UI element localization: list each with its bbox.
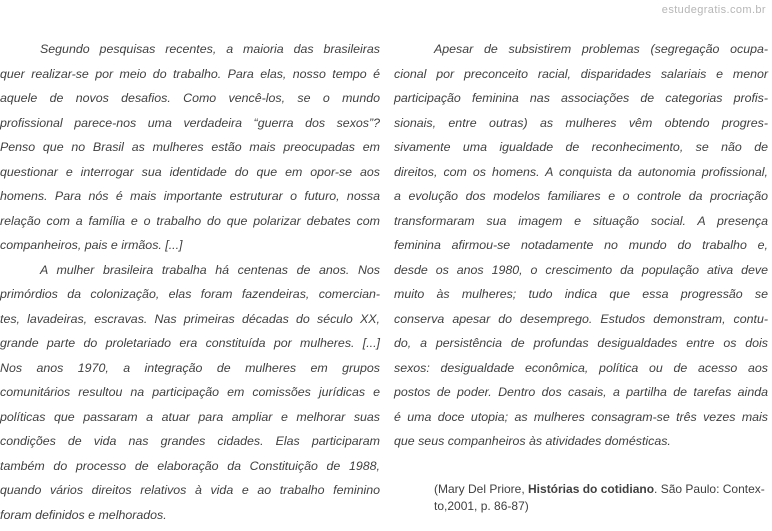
text-line: quer realizar-se por meio do trabalho. Para elas, nosso tempo é	[0, 66, 380, 81]
text-line: foram definidos e melhorados.	[0, 507, 167, 522]
text-line: profissional parece-nos uma verdadeira “guerra dos sexos”?	[0, 115, 380, 130]
text-line: políticas que passaram a atuar para ampliar e melhorar suas	[0, 409, 380, 424]
text-line: também do processo de elaboração da Constituição de 1988,	[0, 458, 380, 473]
text-line: quando vários direitos relativos à vida e ao trabalho feminino	[0, 483, 380, 497]
text-line: que seus companheiros às atividades domésticas.	[394, 434, 671, 448]
citation-publisher: . São Paulo: Contex-	[654, 481, 765, 496]
text-line: Apesar de subsistirem problemas (segregação ocupa-	[434, 42, 768, 56]
text-line: muito às mulheres; tudo indica que essa progressão se	[394, 287, 768, 301]
text-line: transformaram sua imagem e situação social. A presença	[394, 213, 768, 228]
text-line: é uma doce utopia; as mulheres consagram-se três vezes mais	[394, 409, 768, 424]
text-line: questionar e interrogar sua identidade do que em opor-se aos	[0, 164, 380, 179]
citation-line-2: to,2001, p. 86-87)	[434, 498, 529, 513]
text-line: postos de poder. Dentro dos casais, a partilha de tarefas ainda	[394, 385, 768, 399]
text-line: sexos: desigualdade econômica, política ou de acesso aos	[394, 360, 768, 375]
text-line: do, a persistência de profundas desigualdades entre os dois	[394, 336, 768, 350]
paragraph	[0, 258, 380, 528]
text-line: desde os anos 1980, o crescimento da população ativa deve	[394, 262, 768, 277]
right-column	[394, 37, 768, 527]
text-line: conserva apesar do desemprego. Estudos demonstram, contu-	[394, 311, 768, 326]
citation-line-1	[434, 481, 768, 498]
text-line: participação feminina nas associações de categorias profis-	[394, 91, 768, 105]
text-line: companheiros, pais e irmãos. [...]	[0, 238, 183, 252]
paragraph	[0, 37, 380, 258]
watermark: estudegratis.com.br	[661, 4, 766, 16]
text-line: aquele de novos desafios. Como vencê-los, se o mundo	[0, 91, 380, 105]
right-column-text	[394, 37, 768, 454]
citation	[434, 481, 768, 515]
text-line: relação com a família e o trabalho do que polarizar debates com	[0, 213, 380, 228]
text-line: direitos, com os homens. A conquista da autonomia profissional,	[394, 164, 768, 179]
left-column	[0, 37, 380, 527]
text-line: primórdios da colonização, elas foram fazendeiras, comercian-	[0, 287, 380, 301]
text-line: Nos anos 1970, a integração de mulheres em grupos	[0, 360, 380, 375]
text-line: sionais, entre outras) as mulheres vêm obtendo progres-	[394, 115, 768, 130]
text-line: tes, lavadeiras, escravas. Nas primeiras décadas do século XX,	[0, 311, 380, 326]
text-line: condições de vida nas grandes cidades. Elas participaram	[0, 434, 380, 448]
paragraph	[394, 37, 768, 454]
text-line: sivamente uma igualdade de reconhecimento, se não de	[394, 140, 768, 154]
text-line: grande parte do proletariado era constituída por mulheres. [...]	[0, 336, 380, 350]
text-line: homens. Para nós é mais importante estruturar o futuro, nossa	[0, 189, 380, 203]
text-line: A mulher brasileira trabalha há centenas de anos. Nos	[40, 262, 380, 277]
text-line: Segundo pesquisas recentes, a maioria das brasileiras	[40, 42, 380, 56]
text-line: feminina afirmou-se notadamente no mundo do trabalho e,	[394, 238, 768, 252]
text-line: Penso que no Brasil as mulheres estão mais preocupadas em	[0, 140, 380, 154]
citation-book-title: Histórias do cotidiano	[528, 481, 655, 496]
text-line: comunitários resultou na participação em comissões jurídicas e	[0, 385, 380, 399]
citation-author: (Mary Del Priore,	[434, 481, 529, 496]
text-line: a evolução dos modelos familiares e o controle da procriação	[394, 189, 768, 203]
text-line: cional por preconceito racial, disparidades salariais e menor	[394, 66, 768, 81]
